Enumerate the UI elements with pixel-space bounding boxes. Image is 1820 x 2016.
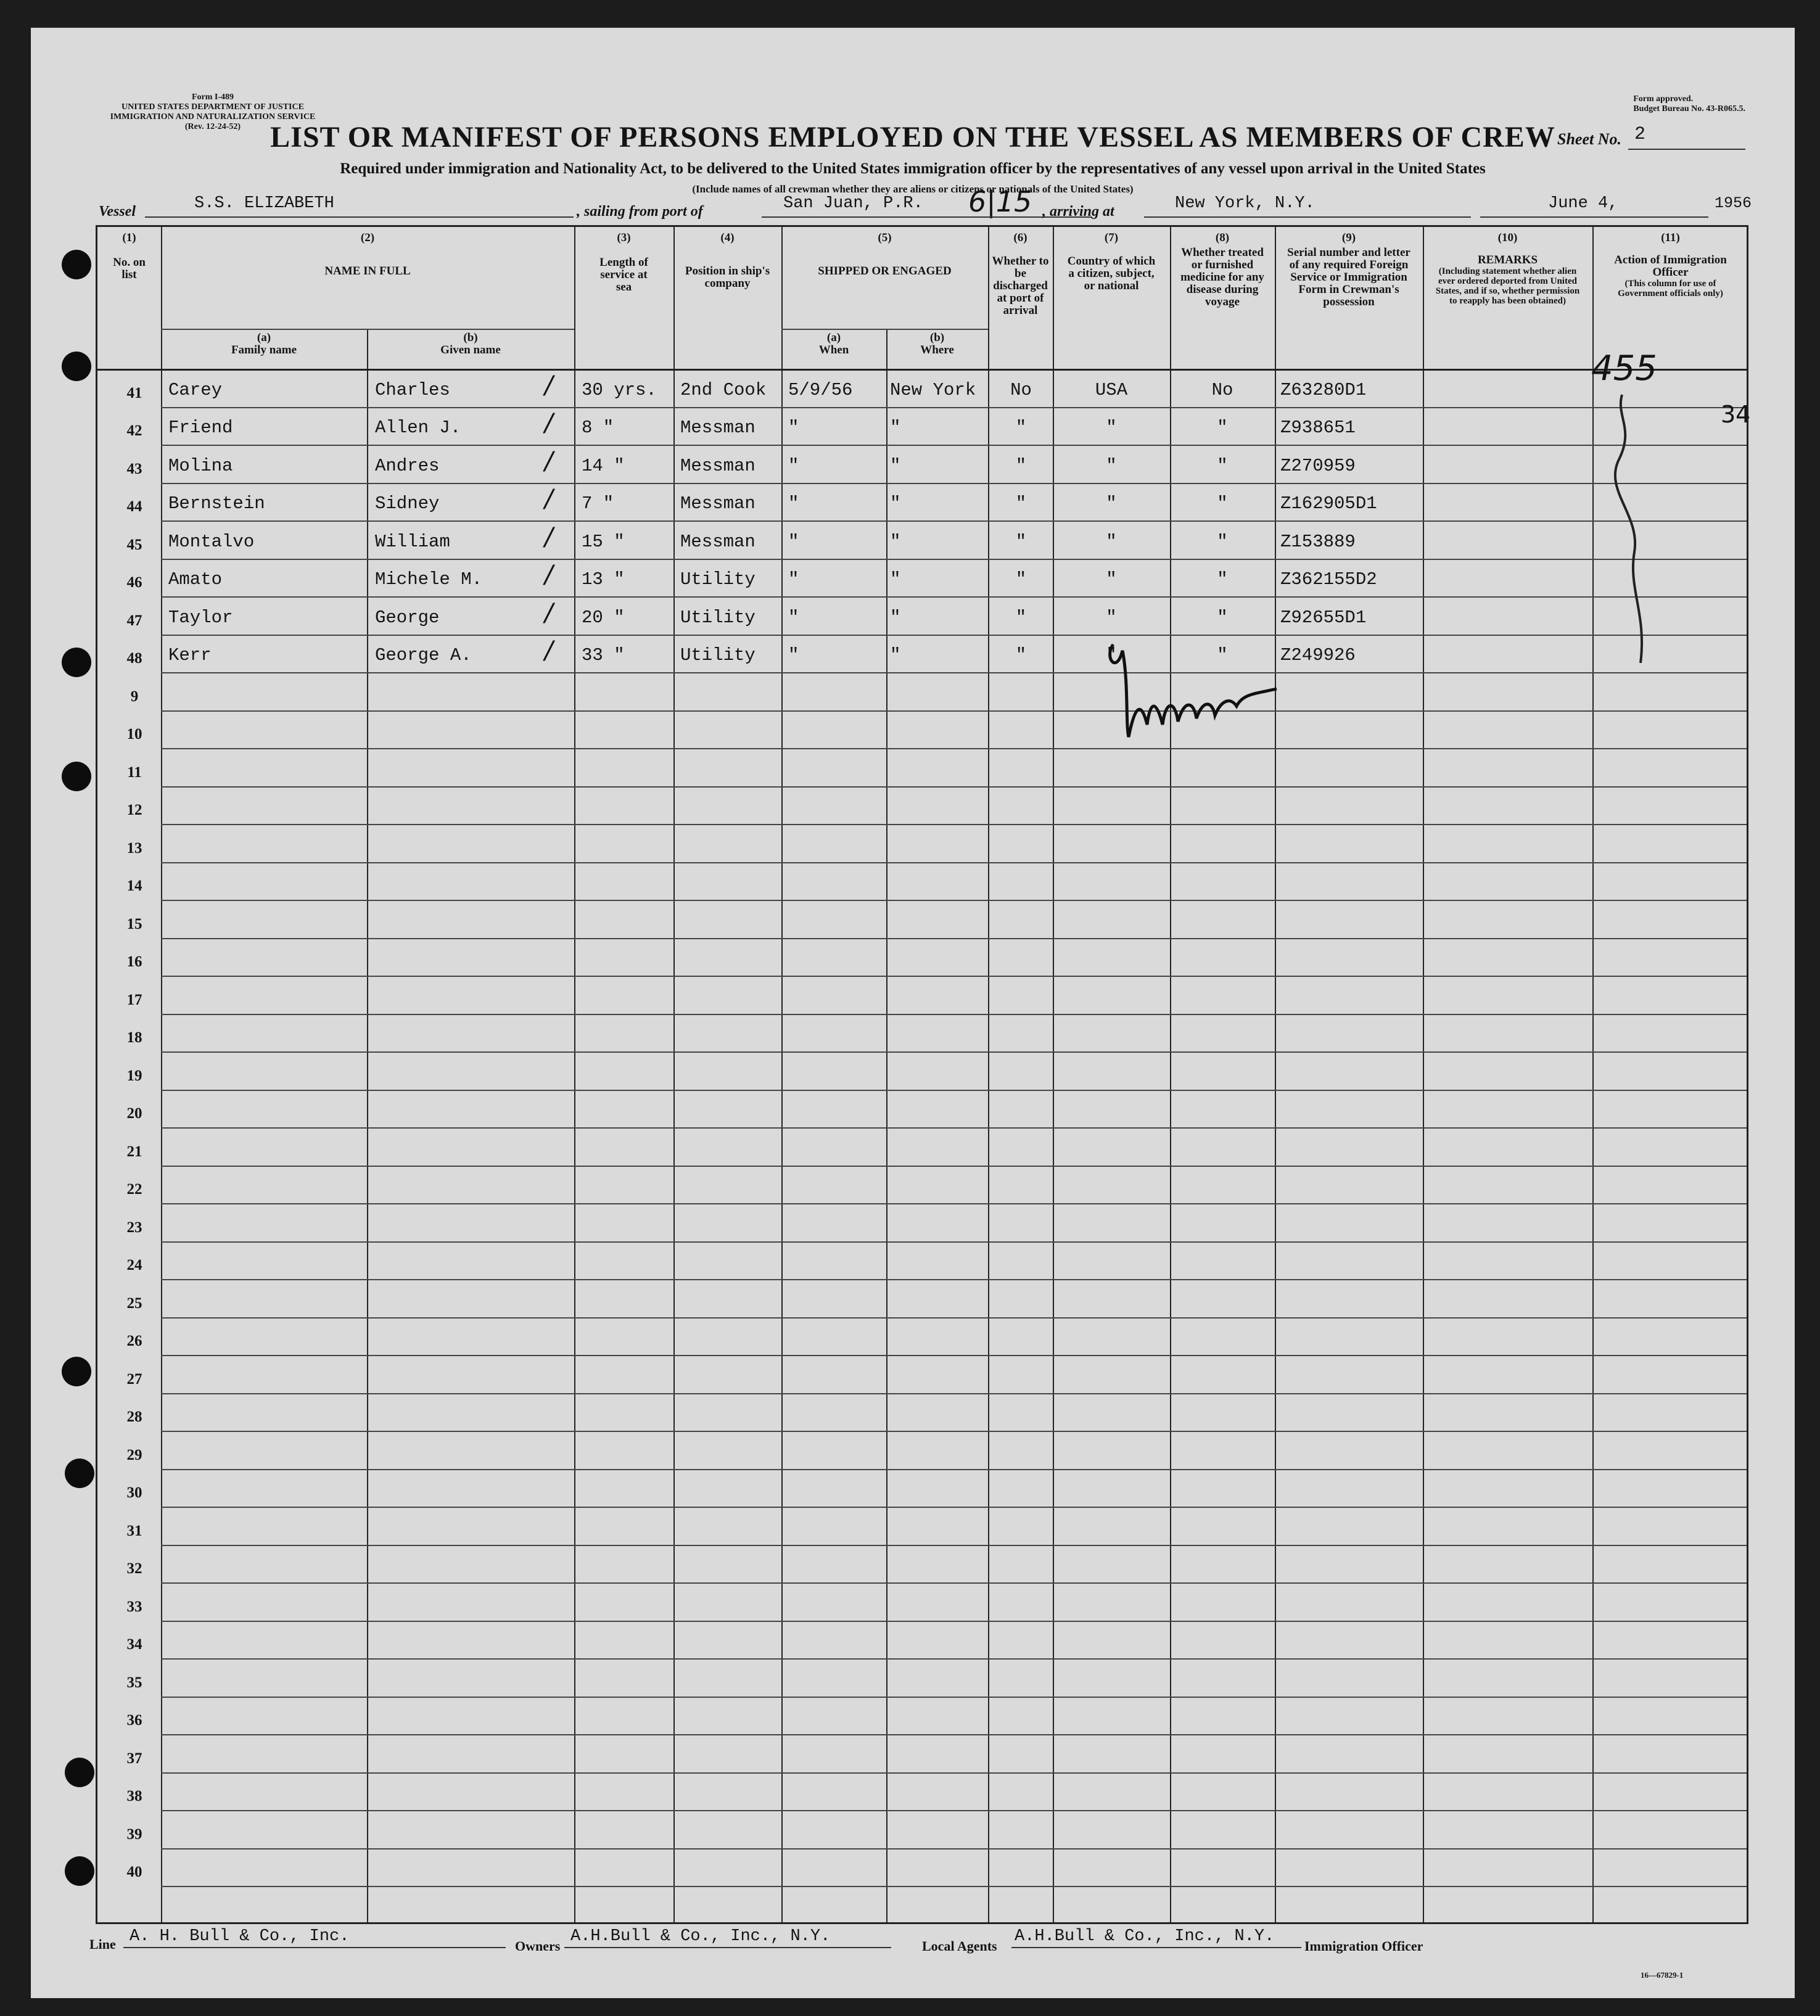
row-number: 43 (126, 460, 142, 477)
check-tick-mark: / (545, 561, 553, 589)
row-rule (161, 635, 1747, 636)
row-rule (161, 1697, 1747, 1698)
col8-header (1170, 232, 1275, 308)
col10-label: REMARKS (1477, 253, 1538, 266)
cell-where: " (890, 418, 901, 438)
cell-given: Andres (375, 455, 440, 476)
column-divider (1592, 227, 1594, 1922)
cell-where: " (890, 607, 901, 628)
vessel-label: Vessel (99, 204, 136, 220)
col11-header (1592, 232, 1748, 298)
row-number: 18 (126, 1029, 142, 1046)
cell-when: " (788, 493, 799, 514)
col9-header (1275, 232, 1423, 308)
cell-discharged: " (1015, 607, 1027, 628)
subheader-divider (161, 329, 574, 330)
row-number: 17 (126, 991, 142, 1008)
row-rule (161, 900, 1747, 901)
sailing-label: , sailing from port of (577, 204, 703, 220)
cell-service: 14 " (582, 455, 625, 476)
row-number: 42 (126, 422, 142, 439)
col2b-header (367, 332, 574, 356)
cell-discharged: No (1010, 379, 1032, 400)
row-number: 48 (126, 650, 142, 667)
col5b-label: Where (920, 344, 954, 356)
col5-header (781, 232, 988, 278)
col8-label: Whether treated or furnished medicine for any disease during voyage (1180, 246, 1264, 308)
cell-country: " (1106, 607, 1117, 628)
cell-family: Bernstein (168, 493, 265, 514)
row-rule (161, 710, 1747, 712)
row-number: 14 (126, 878, 142, 894)
row-number: 30 (126, 1484, 142, 1501)
cell-position: Messman (680, 531, 756, 552)
column-divider (367, 329, 368, 1922)
row-number: 20 (126, 1105, 142, 1122)
cell-where: " (890, 531, 901, 552)
row-rule (161, 1051, 1747, 1053)
row-number: 31 (126, 1522, 142, 1539)
cell-serial: Z362155D2 (1280, 569, 1377, 590)
col2b-number: (b) (463, 331, 478, 344)
cell-serial: Z249926 (1280, 645, 1356, 665)
row-rule (161, 938, 1747, 939)
owners-value: A.H.Bull & Co., Inc., N.Y. (570, 1927, 831, 1946)
cell-discharged: " (1015, 455, 1027, 476)
cell-discharged: " (1015, 531, 1027, 552)
cell-serial: Z270959 (1280, 455, 1356, 476)
cell-discharged: " (1015, 645, 1027, 665)
row-number: 35 (126, 1674, 142, 1691)
cell-serial: Z92655D1 (1280, 607, 1367, 628)
check-tick-mark: / (545, 636, 553, 665)
row-rule (161, 1355, 1747, 1356)
row-rule (161, 1734, 1747, 1735)
col1-label: No. on list (113, 256, 146, 281)
cell-service: 8 " (582, 418, 614, 438)
cell-where: " (890, 455, 901, 476)
row-rule (161, 1241, 1747, 1243)
column-divider (161, 227, 162, 1922)
row-number: 13 (126, 839, 142, 857)
cell-given: Charles (375, 379, 450, 400)
row-number: 27 (126, 1370, 142, 1388)
row-rule (161, 1014, 1747, 1015)
row-number: 37 (126, 1750, 142, 1767)
row-rule (161, 824, 1747, 825)
row-rule (161, 672, 1747, 673)
col6-label: Whether to be discharged at port of arrival (992, 255, 1049, 317)
row-rule (161, 1166, 1747, 1167)
check-tick-mark: / (545, 522, 553, 551)
row-number: 15 (126, 915, 142, 932)
row-rule (161, 596, 1747, 598)
column-divider (781, 227, 783, 1922)
row-rule (161, 1582, 1747, 1584)
row-rule (161, 1127, 1747, 1129)
col6-header (988, 232, 1053, 317)
row-rule (161, 1279, 1747, 1280)
row-number: 28 (126, 1409, 142, 1425)
col4-label: Position in ship's company (685, 265, 770, 290)
column-divider (1275, 227, 1276, 1922)
column-divider (1053, 227, 1054, 1922)
col5a-header (781, 332, 886, 356)
row-rule (161, 786, 1747, 788)
cell-serial: Z63280D1 (1280, 379, 1367, 400)
row-number: 26 (126, 1333, 142, 1349)
cell-given: Sidney (375, 493, 440, 514)
cell-treated: " (1217, 455, 1228, 476)
row-rule (161, 520, 1747, 522)
cell-discharged: " (1015, 493, 1027, 514)
officer-mark-handwritten: 455 (1591, 348, 1657, 389)
row-number: 19 (126, 1067, 142, 1084)
footer (89, 1936, 116, 1952)
budget-bureau-line: Budget Bureau No. 43-R065.5. (1633, 104, 1745, 113)
header-bottom-rule (97, 369, 1747, 371)
vessel-name: S.S. ELIZABETH (194, 194, 334, 213)
row-number: 32 (126, 1560, 142, 1577)
row-rule (161, 1431, 1747, 1432)
row-number: 21 (126, 1143, 142, 1160)
col3-header (574, 232, 673, 294)
col2-header (161, 232, 574, 278)
row-rule (161, 1848, 1747, 1849)
col9-number: (9) (1341, 231, 1356, 244)
page-subtitle-note: (Include names of all crewman whether they are aliens or citizens or nationals of the United States) (692, 183, 1134, 195)
cell-given: Allen J. (375, 418, 461, 438)
cell-treated: " (1217, 531, 1228, 552)
row-rule (161, 976, 1747, 977)
agents-value: A.H.Bull & Co., Inc., N.Y. (1015, 1927, 1275, 1946)
signature-scribble (1092, 632, 1289, 755)
column-divider (988, 227, 989, 1922)
cell-position: Utility (680, 645, 756, 665)
check-tick-mark: / (545, 371, 553, 400)
cell-treated: No (1211, 379, 1233, 400)
row-number: 39 (126, 1825, 142, 1843)
column-divider (1423, 227, 1424, 1922)
cell-when: " (788, 645, 799, 665)
column-divider (574, 227, 575, 1922)
col5a-label: When (818, 344, 849, 356)
sheet-underline (1628, 149, 1745, 150)
arrival-date: June 4, (1548, 194, 1618, 213)
col2-number: (2) (360, 231, 375, 244)
check-tick-mark: / (545, 446, 553, 475)
cell-serial: Z153889 (1280, 531, 1356, 552)
cell-given: George A. (375, 645, 472, 665)
cell-position: Messman (680, 418, 756, 438)
row-rule (161, 1810, 1747, 1811)
date-underline (1480, 216, 1708, 218)
col11-number: (11) (1661, 231, 1680, 244)
row-number: 36 (126, 1712, 142, 1729)
officer-label: Immigration Officer (1304, 1938, 1423, 1954)
row-number: 10 (126, 726, 142, 743)
row-number: 29 (126, 1446, 142, 1463)
row-number: 25 (126, 1294, 142, 1312)
cell-treated: " (1217, 607, 1228, 628)
cell-country: " (1106, 418, 1117, 438)
col2a-number: (a) (257, 331, 271, 344)
row-number: 34 (126, 1636, 142, 1653)
check-tick-mark: / (545, 485, 553, 513)
officer-brace-mark (1597, 392, 1671, 669)
cell-service: 33 " (582, 645, 625, 665)
row-rule (161, 1545, 1747, 1546)
cell-family: Kerr (168, 645, 212, 665)
col10-sublabel: (Including statement whether alien ever ordered deported from United States, and if so, whether permission to reapply has been obtained) (1435, 266, 1580, 306)
cell-position: Utility (680, 569, 756, 590)
row-rule (161, 862, 1747, 863)
service-name: IMMIGRATION AND NATURALIZATION SERVICE (110, 112, 316, 121)
row-number: 12 (126, 802, 142, 818)
cell-family: Montalvo (168, 531, 255, 552)
cell-given: Michele M. (375, 569, 483, 590)
cell-family: Carey (168, 379, 223, 400)
cell-service: 30 yrs. (582, 379, 657, 400)
cell-service: 20 " (582, 607, 625, 628)
col5a-number: (a) (826, 331, 841, 344)
cell-treated: " (1217, 493, 1228, 514)
row-number: 38 (126, 1788, 142, 1804)
column-divider (673, 227, 675, 1922)
col1-number: (1) (122, 231, 136, 244)
cell-where: " (890, 645, 901, 665)
cell-when: " (788, 531, 799, 552)
col3-label: Length of service at sea (599, 256, 648, 294)
cell-when: 5/9/56 (788, 379, 853, 400)
agents-label: Local Agents (922, 1938, 997, 1954)
row-rule (161, 559, 1747, 560)
arriving-port: New York, N.Y. (1175, 194, 1315, 213)
col11-label: Action of Immigration Officer (1614, 253, 1727, 279)
form-approval (1633, 94, 1745, 114)
cell-where: " (890, 493, 901, 514)
row-rule (161, 407, 1747, 408)
row-rule (161, 748, 1747, 749)
col7-header (1053, 232, 1170, 292)
page-subtitle: Required under immigration and Nationality Act, to be delivered to the United States immigration officer by the representatives of any vessel upon arrival in the United States (340, 160, 1486, 177)
column-divider (1170, 227, 1171, 1922)
column-divider (886, 329, 887, 1922)
cell-given: William (375, 531, 450, 552)
form-number: Form I-489 (191, 93, 234, 102)
row-rule (161, 1203, 1747, 1204)
cell-position: Utility (680, 607, 756, 628)
cell-given: George (375, 607, 440, 628)
cell-country: " (1106, 493, 1117, 514)
col3-number: (3) (617, 231, 631, 244)
cell-family: Taylor (168, 607, 233, 628)
col4-number: (4) (720, 231, 735, 244)
agents-underline (1011, 1947, 1301, 1948)
revision-date: (Rev. 12-24-52) (184, 122, 241, 131)
sheet-label: Sheet No. (1557, 130, 1621, 148)
department-name: UNITED STATES DEPARTMENT OF JUSTICE (121, 102, 304, 112)
sheet-number: 2 (1634, 124, 1646, 145)
page-title: LIST OR MANIFEST OF PERSONS EMPLOYED ON THE VESSEL AS MEMBERS OF CREW (270, 121, 1555, 154)
cell-country: " (1106, 455, 1117, 476)
row-number: 33 (126, 1598, 142, 1615)
cell-family: Molina (168, 455, 233, 476)
col5-number: (5) (878, 231, 892, 244)
row-rule (161, 1393, 1747, 1394)
cell-family: Friend (168, 418, 233, 438)
row-rule (161, 483, 1747, 484)
cell-when: " (788, 418, 799, 438)
col6-number: (6) (1013, 231, 1027, 244)
line-value: A. H. Bull & Co., Inc. (130, 1927, 350, 1946)
cell-treated: " (1217, 645, 1228, 665)
row-rule (161, 1772, 1747, 1774)
cell-when: " (788, 607, 799, 628)
margin-number: 34 (1721, 401, 1751, 428)
cell-country: USA (1095, 379, 1128, 400)
sailing-date-handwritten: 6|15 (968, 185, 1032, 218)
cell-treated: " (1217, 569, 1228, 590)
row-rule (161, 1886, 1747, 1887)
cell-country: " (1106, 569, 1117, 590)
check-tick-mark: / (545, 409, 553, 437)
row-rule (161, 445, 1747, 446)
cell-country: " (1106, 645, 1117, 665)
arriving-label: , arriving at (1042, 204, 1114, 220)
row-rule (161, 1317, 1747, 1319)
cell-treated: " (1217, 418, 1228, 438)
row-number: 22 (126, 1181, 142, 1198)
cell-service: 13 " (582, 569, 625, 590)
crew-table (96, 225, 1751, 1924)
cell-position: 2nd Cook (680, 379, 767, 400)
col2a-header (161, 332, 367, 356)
col5b-number: (b) (929, 331, 945, 344)
col10-header (1423, 232, 1592, 306)
arriving-underline (1144, 216, 1471, 218)
document-content (31, 28, 1795, 1998)
row-number: 16 (126, 953, 142, 970)
row-number: 41 (126, 384, 142, 401)
subheader-divider (781, 329, 988, 330)
cell-position: Messman (680, 455, 756, 476)
row-rule (161, 1621, 1747, 1622)
row-number: 40 (126, 1864, 142, 1880)
cell-service: 7 " (582, 493, 614, 514)
vessel-underline (145, 216, 574, 218)
row-number: 46 (126, 574, 142, 591)
col2a-label: Family name (231, 344, 297, 356)
row-number: 23 (126, 1219, 142, 1236)
row-rule (161, 1090, 1747, 1091)
arrival-year: 1956 (1715, 194, 1752, 212)
cell-where: " (890, 569, 901, 590)
col9-label: Serial number and letter of any required Foreign Service or Immigration Form in Crewman's possession (1287, 246, 1410, 308)
cell-serial: Z162905D1 (1280, 493, 1377, 514)
sailing-port: San Juan, P.R. (783, 194, 923, 213)
col2b-label: Given name (440, 344, 501, 356)
col1-header (97, 232, 161, 281)
col11-sublabel: (This column for use of Government officials only) (1618, 279, 1723, 298)
line-underline (123, 1947, 506, 1948)
cell-discharged: " (1015, 569, 1027, 590)
col8-number: (8) (1215, 231, 1230, 244)
cell-position: Messman (680, 493, 756, 514)
check-tick-mark: / (545, 598, 553, 627)
cell-when: " (788, 569, 799, 590)
col2-label: NAME IN FULL (324, 265, 411, 278)
col10-number: (10) (1497, 231, 1518, 244)
row-number: 24 (126, 1257, 142, 1273)
col5b-header (886, 332, 988, 356)
col4-header (673, 232, 781, 290)
row-number: 44 (126, 498, 142, 515)
row-number: 11 (127, 763, 142, 781)
cell-where: New York (890, 379, 976, 400)
cell-service: 15 " (582, 531, 625, 552)
owners-label: Owners (515, 1938, 561, 1954)
row-number: 9 (130, 688, 139, 705)
cell-discharged: " (1015, 418, 1027, 438)
cell-country: " (1106, 531, 1117, 552)
row-number: 45 (126, 536, 142, 553)
cell-when: " (788, 455, 799, 476)
row-number: 47 (126, 612, 142, 629)
col5-label: SHIPPED OR ENGAGED (818, 265, 952, 278)
line-label: Line (89, 1936, 116, 1952)
cell-serial: Z938651 (1280, 418, 1356, 438)
owners-underline (564, 1947, 891, 1948)
col7-label: Country of which a citizen, subject, or national (1067, 255, 1156, 292)
print-code: 16—67829-1 (1641, 1970, 1684, 1980)
approval-line: Form approved. (1633, 94, 1694, 104)
row-rule (161, 1658, 1747, 1660)
cell-family: Amato (168, 569, 223, 590)
col7-number: (7) (1104, 231, 1119, 244)
row-rule (161, 1469, 1747, 1470)
row-rule (161, 1507, 1747, 1508)
